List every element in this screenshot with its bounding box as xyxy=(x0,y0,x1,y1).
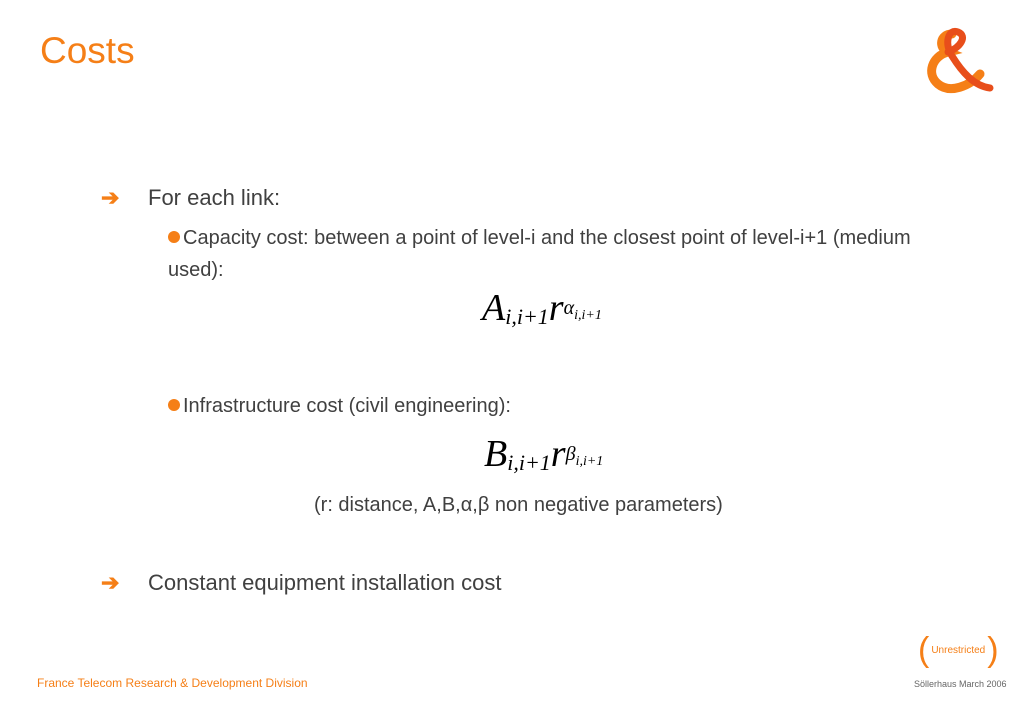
formula-capacity-sub: i,i+1 xyxy=(505,304,549,330)
parameters-note: (r: distance, A,B,α,β non negative parameters) xyxy=(314,494,723,516)
bullet-capacity xyxy=(168,222,928,286)
bullet-infrastructure-text: Infrastructure cost (civil engineering): xyxy=(183,395,511,417)
bullet-constant: Constant equipment installation cost xyxy=(148,570,502,595)
bullet-dot-icon xyxy=(168,231,180,243)
badge-close-paren-icon: ) xyxy=(987,631,999,669)
formula-capacity-var: r xyxy=(548,287,564,329)
bullet-capacity-text: Capacity cost: between a point of level-i and the closest point of level-i+1 (medium used): xyxy=(168,227,911,281)
formula-infrastructure xyxy=(484,432,603,476)
bullet-infrastructure xyxy=(168,390,928,422)
footer-division: France Telecom Research & Development Division xyxy=(37,676,308,690)
slide-title: Costs xyxy=(40,30,135,71)
france-telecom-logo xyxy=(918,26,998,98)
arrow-right-icon: ➔ xyxy=(101,185,120,210)
formula-infrastructure-sub: i,i+1 xyxy=(507,450,551,476)
footer-date: Söllerhaus March 2006 xyxy=(914,679,1007,689)
bullet-link: For each link: xyxy=(148,185,281,210)
formula-infrastructure-var: r xyxy=(550,433,566,475)
badge-label: Unrestricted xyxy=(931,644,986,656)
badge-open-paren-icon: ( xyxy=(918,631,930,669)
formula-infrastructure-exp: β xyxy=(565,442,576,465)
formula-infrastructure-base: B xyxy=(484,433,508,475)
arrow-right-icon: ➔ xyxy=(101,570,120,595)
bullet-dot-icon xyxy=(168,399,180,411)
formula-capacity-exp-sub: i,i+1 xyxy=(574,307,602,323)
formula-capacity xyxy=(482,286,602,330)
formula-infrastructure-exp-sub: i,i+1 xyxy=(575,453,604,469)
unrestricted-badge xyxy=(918,632,999,668)
formula-capacity-base: A xyxy=(482,287,506,329)
formula-capacity-exp: α xyxy=(563,296,575,319)
